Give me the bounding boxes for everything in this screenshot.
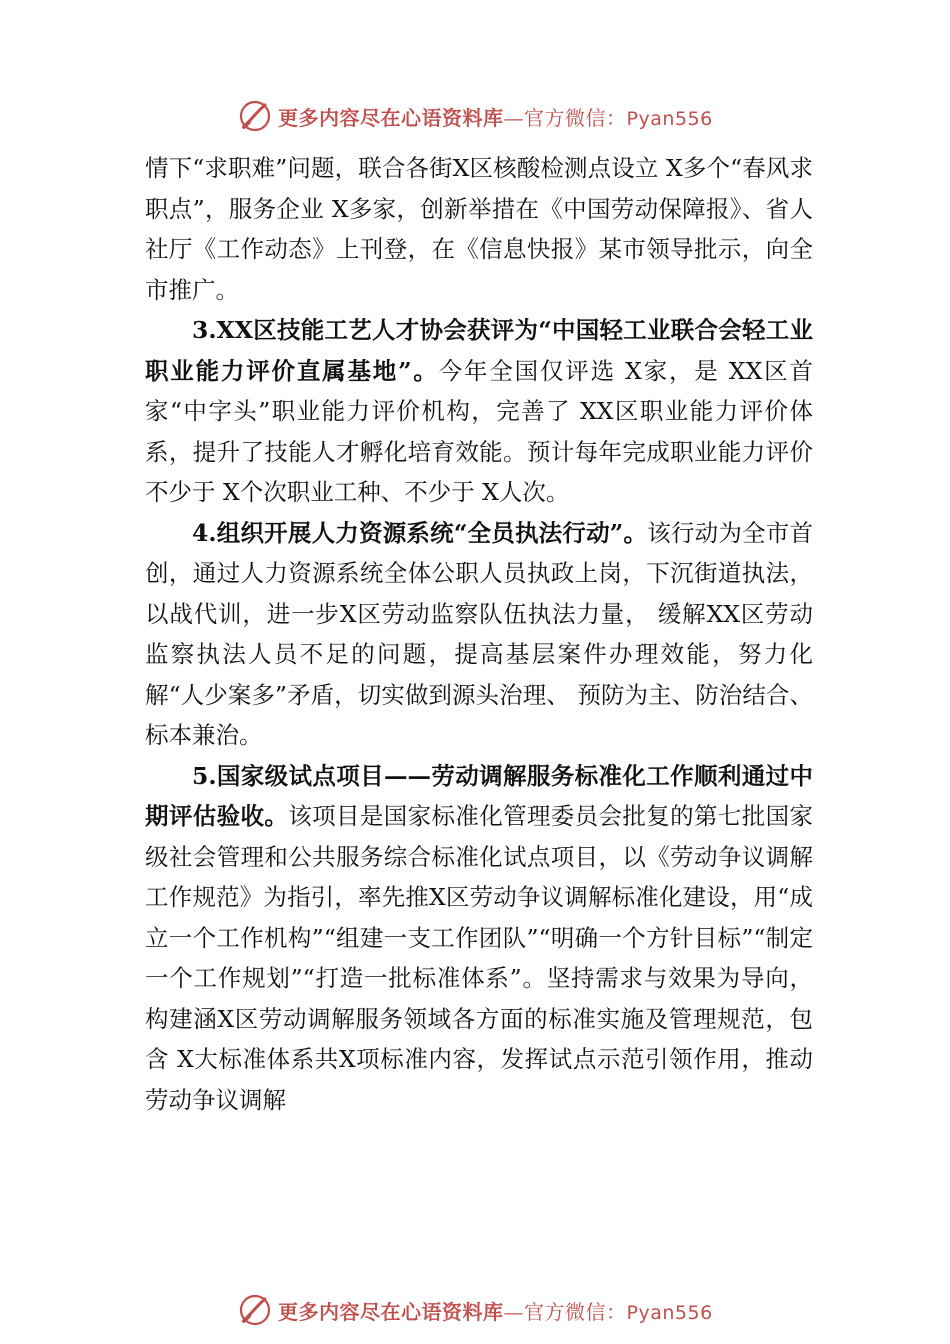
paragraph-item-3 [145, 310, 813, 513]
paragraph-heading: 4.组织开展人力资源系统“全员执法行动”。 [192, 518, 648, 547]
paragraph-body: 情下“求职难”问题，联合各街X区核酸检测点设立 X多个“春风求职点”，服务企业 X多家，创新举措在《中国劳动保障报》、省人社厅《工作动态》上刊登，在《信息快报》某市领导批示，向全市推广。 [145, 154, 813, 304]
banner-wechat-label: 官方微信： [524, 105, 627, 130]
paragraph-item-4 [145, 513, 813, 756]
paragraph-continuation [145, 148, 813, 310]
paragraph-body: 该项目是国家标准化管理委员会批复的第七批国家级社会管理和公共服务综合标准化试点项目，以《劳动争议调解工作规范》为指引，率先推X区劳动争议调解标准化建设，用“成立一个工作机构”“组建一支工作团队”“明确一个方针目标”“制定一个工作规划”“打造一批标准体系”。坚持需求与效果为导向，构建涵X区劳动调解服务领域各方面的标准实施及管理规范，包含 X大标准体系共X项标准内容，发挥试点示范引领作用，推动劳动争议调解 [145, 802, 814, 1114]
paragraph-heading: 5.国家级试点项目——劳动调解服务标准化工作顺利通过中期评估验收。 [145, 761, 813, 830]
banner-wechat-label: 官方微信： [524, 1299, 627, 1324]
brush-circle-logo-icon [238, 1293, 272, 1327]
banner-brand-text: 更多内容尽在心语资料库 [278, 1299, 504, 1324]
document-body [145, 148, 813, 1120]
paragraph-body: 今年全国仅评选 X家，是 XX区首家“中字头”职业能力评价机构，完善了 XX区职业能力评价体系，提升了技能人才孵化培育效能。预计每年完成职业能力评价不少于 X个次职业工种、不少于 X人次。 [145, 356, 813, 506]
paragraph-item-5 [145, 756, 813, 1121]
banner-separator: — [503, 105, 524, 130]
banner-separator: — [503, 1299, 524, 1324]
banner-brand-text: 更多内容尽在心语资料库 [278, 105, 504, 130]
header-watermark-banner [238, 96, 758, 136]
paragraph-body: 该行动为全市首创，通过人力资源系统全体公职人员执政上岗，下沉街道执法，以战代训，进一步X区劳动监察队伍执法力量， 缓解XX区劳动监察执法人员不足的问题，提高基层案件办理效能，努力化解“人少案多”矛盾，切实做到源头治理、 预防为主、防治结合、标本兼治。 [145, 518, 814, 749]
footer-watermark-banner [238, 1290, 758, 1330]
banner-wechat-id: Pyan556 [626, 107, 713, 130]
brush-circle-logo-icon [238, 99, 272, 133]
paragraph-heading: 3.XX区技能工艺人才协会获评为“中国轻工业联合会轻工业职业能力评价直属基地”。 [145, 316, 813, 385]
banner-wechat-id: Pyan556 [626, 1301, 713, 1324]
